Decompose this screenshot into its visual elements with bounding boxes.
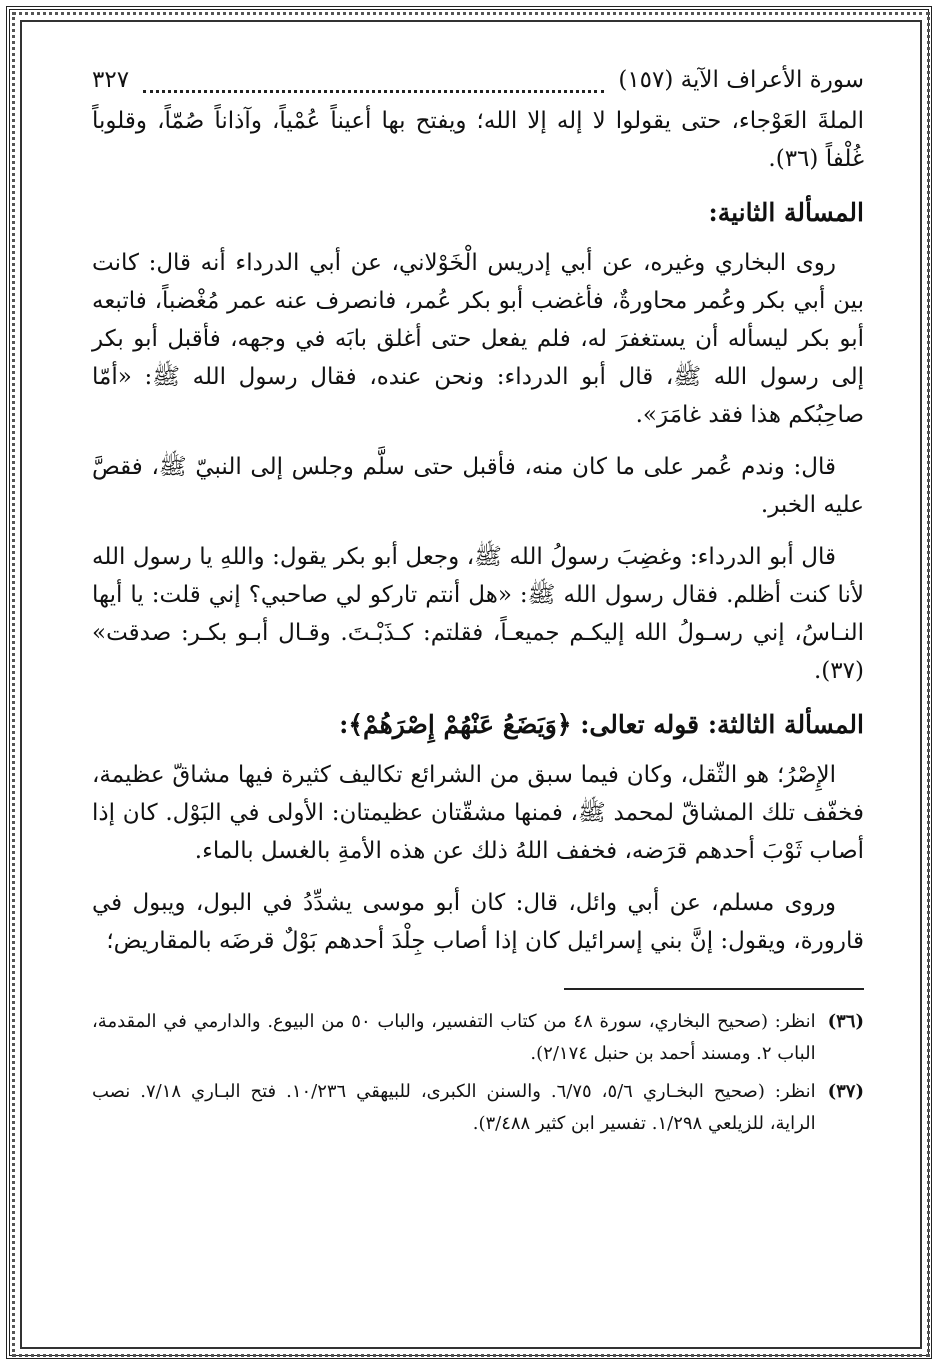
footnote-number: (٣٦) <box>827 1011 864 1032</box>
paragraph-continued: الملةَ العَوْجاء، حتى يقولوا لا إله إلا الله؛ ويفتح بها أعيناً عُمْياً، وآذاناً صُمّاً، وقلوباً غُلْفاً (٣٦). <box>92 108 864 172</box>
footnote-number: (٣٧) <box>827 1081 864 1102</box>
paragraph-umar-regret: قال: وندم عُمر على ما كان منه، فأقبل حتى سلَّم وجلس إلى النبيّ ﷺ، فقصَّ عليه الخبر. <box>92 454 864 518</box>
section-heading-third <box>92 704 864 746</box>
heading-prefix: المسألة الثالثة: قوله تعالى: <box>580 710 864 739</box>
quran-verse: ﴿وَيَضَعُ عَنْهُمْ إِصْرَهُمْ﴾: <box>339 710 572 739</box>
footnote-text: انظر: (صحيح البخاري، سورة ٤٨ من كتاب التفسير، والباب ٥٠ من البيوع. والدارمي في المقدمة، الباب ٢. ومسند أحمد بن حنبل ٢/١٧٤). <box>92 1011 816 1064</box>
footnote-separator <box>564 988 864 990</box>
footnote-text: انظر: (صحيح البخـاري ٥/٦، ٦/٧٥. والسنن الكبرى، للبيهقي ١٠/٢٣٦. فتح البـاري ٧/١٨. نصب الراية، للزيلعي ١/٢٩٨. تفسير ابن كثير ٣/٤٨٨). <box>92 1081 816 1134</box>
footnote-37 <box>92 1076 864 1140</box>
paragraph-muslim-narration: وروى مسلم، عن أبي وائل، قال: كان أبو موسى يشدِّدُ في البول، ويبول في قارورة، ويقول: إنَّ بني إسرائيل كان إذا أصاب جِلْدَ أحدهم بَوْلٌ قرضَه بالمقاريض؛ <box>92 890 864 954</box>
paragraph-bukhari-narration: روى البخاري وغيره، عن أبي إدريس الْخَوْلاني، عن أبي الدرداء أنه قال: كانت بين أبي بكر وعُمر محاورةٌ، فأغضب أبو بكر عُمر، فانصرف عنه عمر مُغْضباً، فاتبعه أبو بكر ليسأله أن يستغفرَ له، فلم يفعل حتى أغلق بابَه في وجهه، فأقبل أبو بكر إلى رسول الله ﷺ، قال أبو الدرداء: ونحن عنده، فقال رسول الله ﷺ: «أمّا صاحِبُكم هذا فقد غامَرَ». <box>92 250 864 428</box>
page-number: ٣٢٧ <box>92 67 130 93</box>
footnote-36 <box>92 1006 864 1070</box>
header-dotted-leader <box>143 68 604 93</box>
paragraph-isr-definition: الإِصْرُ؛ هو الثّقل، وكان فيما سبق من الشرائع تكاليف كثيرة فيها مشاقّ عظيمة، فخفّف تلك المشاقّ لمحمد ﷺ، فمنها مشقّتان عظيمتان: الأولى في البَوْل. كان إذا أصاب ثَوْبَ أحدهم قرَضه، فخفف اللهُ ذلك عن هذه الأمةِ بالغسل بالماء. <box>92 762 864 864</box>
paragraph-abu-darda: قال أبو الدرداء: وغضِبَ رسولُ الله ﷺ، وجعل أبو بكر يقول: واللهِ يا رسول الله لأنا كنت أظلم. فقال رسول الله ﷺ: «هل أنتم تاركو لي صاحبي؟ إني قلت: يا أيها النـاسُ، إني رسـولُ الله إليكـم جميعـاً، فقلتم: كـذَبْـتَ. وقـال أبـو بكـر: صدقت» (٣٧). <box>92 544 864 684</box>
header-title: سورة الأعراف الآية (١٥٧) <box>618 67 864 93</box>
page-content <box>92 58 864 1308</box>
running-header <box>92 58 864 102</box>
section-heading-second: المسألة الثانية: <box>708 198 864 227</box>
